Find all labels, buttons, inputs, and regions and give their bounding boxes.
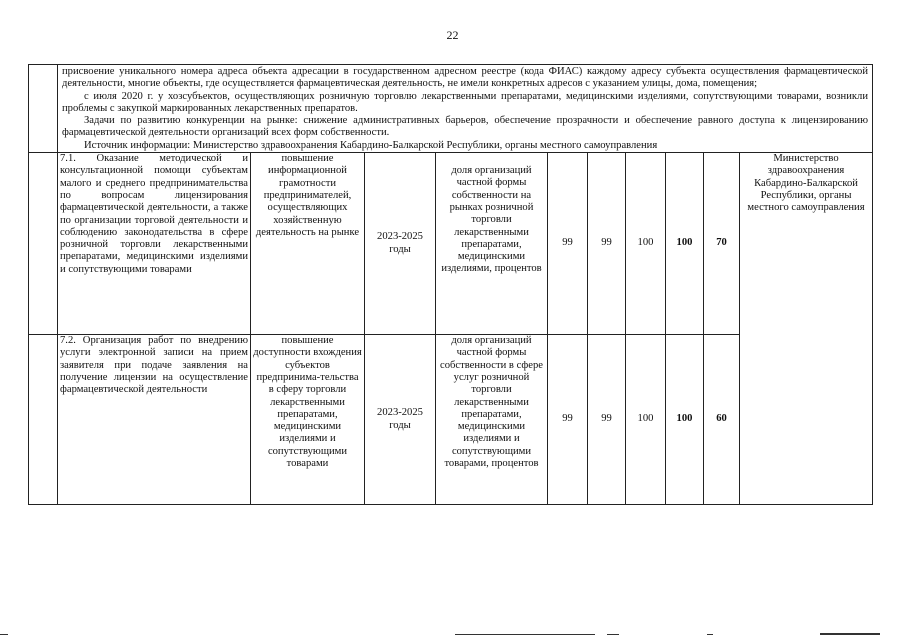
value-cell: 99 [548, 153, 588, 335]
period-cell: 2023-2025 годы [365, 335, 436, 505]
value-cell: 99 [588, 153, 626, 335]
measure-cell: 7.1. Оказание методической и консультационной помощи субъектам малого и среднего предпринимательства по вопросам лицензирования фармацевтической деятельности, а также по организации торговой деятельности и соблюдению законодательства в сфере розничной торговли лекарственными препаратами, медицинскими изделиями и сопутствующими товарами [58, 153, 251, 335]
indicator-cell: доля организаций частной формы собственности в сфере услуг розничной торговли лекарственными препаратами, медицинскими изделиями и сопутствующими товарами, процентов [436, 335, 548, 505]
value-cell: 70 [704, 153, 740, 335]
narrative-paragraph: Задачи по развитию конкуренции на рынке: снижение административных барьеров, обеспечение прозрачности и обеспечение равного доступа к лицензированию фармацевтической деятельности организаций всех форм собственности. [62, 115, 869, 139]
indicator-cell: доля организаций частной формы собственности на рынках розничной торговли лекарственными препаратами, медицинскими изделиями, процентов [436, 153, 548, 335]
value-cell: 99 [588, 335, 626, 505]
expected-result-cell: повышение доступности вхождения субъектов предпринима-тельства в сферу торговли лекарственными препаратами, медицинскими изделиями и сопутствующими товарами [251, 335, 365, 505]
value-cell: 100 [626, 153, 666, 335]
row-number-cell [29, 335, 58, 505]
value-cell: 100 [626, 335, 666, 505]
source-of-information: Источник информации: Министерство здравоохранения Кабардино-Балкарской Республики, органы местного самоуправления [84, 139, 658, 151]
page-number: 22 [446, 28, 459, 42]
responsible-cell: Министерство здравоохранения Кабардино-Балкарской Республики, органы местного самоуправления [740, 153, 873, 505]
value-cell: 100 [666, 153, 704, 335]
measure-cell: 7.2. Организация работ по внедрению услуги электронной записи на прием заявителя при подаче заявления на получение лицензии на осуществление фармацевтической деятельности [58, 335, 251, 505]
period-cell: 2023-2025 годы [365, 153, 436, 335]
row-number-cell [29, 65, 58, 153]
table-row [29, 153, 873, 335]
row-number-cell [29, 153, 58, 335]
value-cell: 60 [704, 335, 740, 505]
value-cell: 100 [666, 335, 704, 505]
narrative-paragraph: с июля 2020 г. у хозсубъектов, осуществляющих розничную торговлю лекарственными препаратами, медицинскими изделиями, сопутствующими товарами, возникли проблемы с закупкой маркированных лекарственных препаратов. [62, 90, 869, 114]
competition-measures-table [28, 64, 873, 505]
value-cell: 99 [548, 335, 588, 505]
narrative-text [58, 65, 873, 153]
expected-result-cell: повышение информационной грамотности предпринимателей, осуществляющих хозяйственную деятельность на рынке [251, 153, 365, 335]
narrative-row [29, 65, 873, 153]
narrative-paragraph: присвоение уникального номера адреса объекта адресации в государственном адресном реестре (кода ФИАС) каждому адресу субъекта осуществления фармацевтической деятельности, многие объекты, где осуществляется фармацевтическая деятельность, не имели конкретных адресов с указанием улицы, дома, помещения; [62, 66, 869, 90]
